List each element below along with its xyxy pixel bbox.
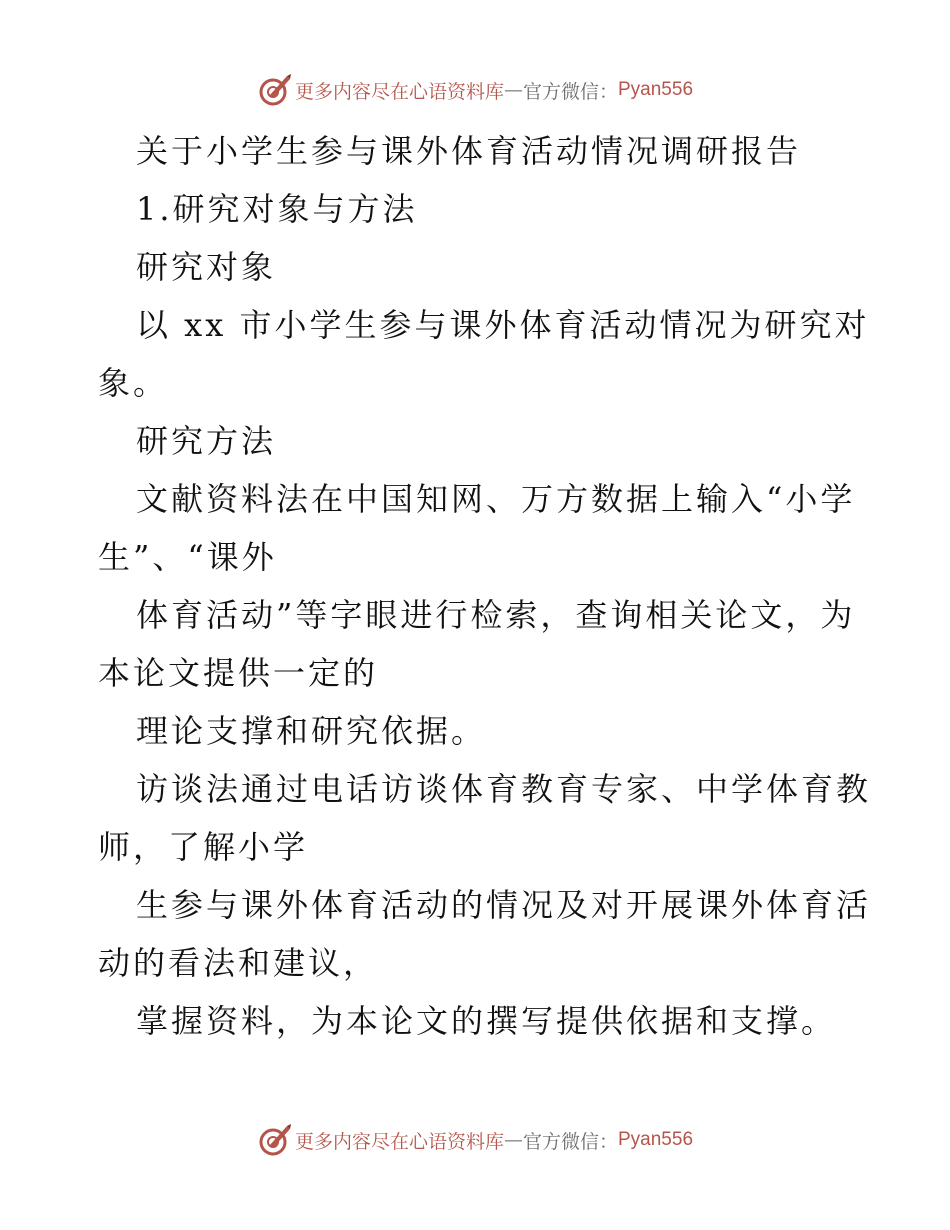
paragraph-line: 访谈法通过电话访谈体育教育专家、中学体育教 (136, 770, 872, 808)
watermark-dash: — (503, 79, 523, 101)
paragraph-line: 体育活动”等字眼进行检索，查询相关论文，为 (136, 596, 856, 634)
watermark-wechat-id: Pyan556 (618, 79, 694, 100)
watermark-label: 官方微信： (522, 80, 618, 103)
subsection-heading: 研究对象 (136, 248, 277, 286)
document-title: 关于小学生参与课外体育活动情况调研报告 (136, 132, 802, 170)
paragraph-line: 理论支撑和研究依据。 (136, 712, 487, 750)
watermark-brand: 更多内容尽在心语资料库 (294, 1130, 504, 1153)
paragraph-line: 以 xx 市小学生参与课外体育活动情况为研究对 (136, 306, 870, 344)
quill-logo-icon (257, 72, 293, 108)
watermark-brand: 更多内容尽在心语资料库 (294, 80, 504, 103)
watermark-wechat-id: Pyan556 (618, 1129, 694, 1150)
quill-logo-icon (257, 1122, 293, 1158)
paragraph-line: 象。 (98, 364, 169, 402)
paragraph-line: 掌握资料，为本论文的撰写提供依据和支撑。 (136, 1002, 837, 1040)
header-watermark (0, 70, 950, 110)
paragraph-line: 师，了解小学 (98, 828, 309, 866)
paragraph-line: 动的看法和建议， (98, 944, 379, 982)
paragraph-line: 生”、“课外 (98, 538, 277, 576)
watermark-label: 官方微信： (522, 1130, 618, 1153)
section-heading: 1.研究对象与方法 (136, 190, 418, 228)
paragraph-line: 生参与课外体育活动的情况及对开展课外体育活 (136, 886, 872, 924)
watermark-dash: — (503, 1129, 523, 1151)
document-body (98, 122, 872, 1050)
paragraph-line: 本论文提供一定的 (98, 654, 379, 692)
subsection-heading: 研究方法 (136, 422, 277, 460)
footer-watermark (0, 1120, 950, 1160)
paragraph-line: 文献资料法在中国知网、万方数据上输入“小学 (136, 480, 856, 518)
